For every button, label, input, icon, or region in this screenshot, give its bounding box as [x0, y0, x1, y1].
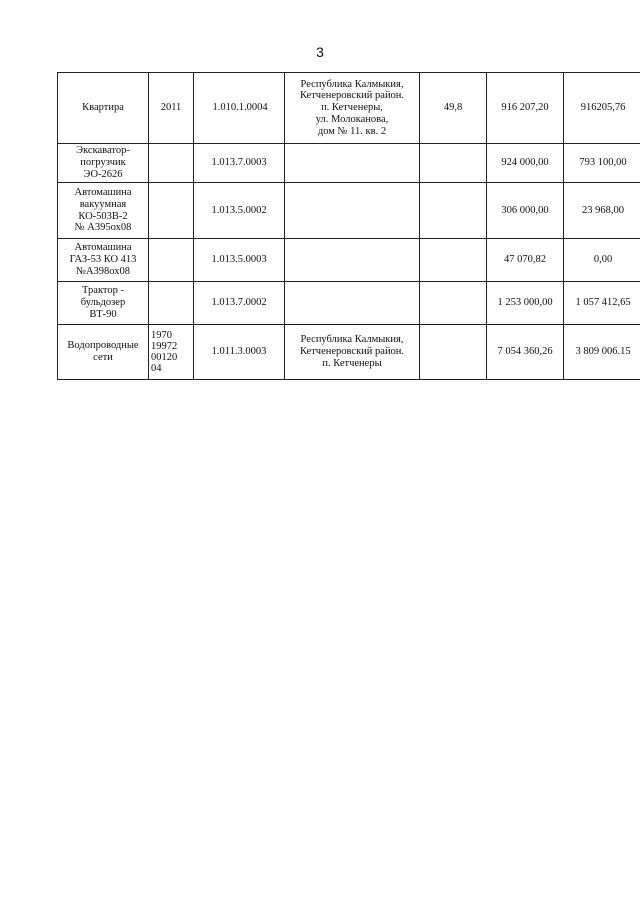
residual-value: 3 809 006.15	[564, 325, 640, 380]
object-area	[420, 144, 487, 183]
residual-value: 793 100,00	[564, 144, 640, 183]
property-table	[57, 72, 640, 380]
object-name: Автомашина ГАЗ-53 КО 413 №А398ох08	[58, 239, 149, 282]
object-address: Республика Калмыкия, Кетченеровский район. п. Кетченеры	[285, 325, 420, 380]
table-row	[58, 239, 640, 282]
book-value: 306 000,00	[487, 183, 564, 239]
table-row	[58, 325, 640, 380]
object-year	[149, 183, 194, 239]
object-area: 49,8	[420, 73, 487, 144]
object-year: 2011	[149, 73, 194, 144]
table-row	[58, 282, 640, 325]
object-year: 1970 19972 00120 04	[149, 325, 194, 380]
object-area	[420, 183, 487, 239]
book-value: 916 207,20	[487, 73, 564, 144]
residual-value: 23 968,00	[564, 183, 640, 239]
residual-value: 1 057 412,65	[564, 282, 640, 325]
object-address	[285, 183, 420, 239]
table-row	[58, 183, 640, 239]
table-row	[58, 73, 640, 144]
book-value: 7 054 360,26	[487, 325, 564, 380]
object-name: Экскаватор- погрузчик ЭО-2626	[58, 144, 149, 183]
inventory-number: 1.010.1.0004	[194, 73, 285, 144]
object-address	[285, 144, 420, 183]
residual-value: 916205,76	[564, 73, 640, 144]
object-name: Автомашина вакуумная КО-503В-2 № А395ох08	[58, 183, 149, 239]
book-value: 47 070,82	[487, 239, 564, 282]
table-row	[58, 144, 640, 183]
object-address: Республика Калмыкия, Кетченеровский район. п. Кетченеры, ул. Молоканова, дом № 11. кв. 2	[285, 73, 420, 144]
book-value: 924 000,00	[487, 144, 564, 183]
object-year	[149, 282, 194, 325]
object-area	[420, 239, 487, 282]
object-address	[285, 239, 420, 282]
inventory-number: 1.013.7.0003	[194, 144, 285, 183]
inventory-number: 1.013.5.0003	[194, 239, 285, 282]
page-number: 3	[316, 44, 324, 60]
residual-value: 0,00	[564, 239, 640, 282]
object-address	[285, 282, 420, 325]
book-value: 1 253 000,00	[487, 282, 564, 325]
inventory-number: 1.011.3.0003	[194, 325, 285, 380]
object-name: Трактор - бульдозер ВТ-90	[58, 282, 149, 325]
object-year	[149, 239, 194, 282]
object-year	[149, 144, 194, 183]
object-area	[420, 282, 487, 325]
object-area	[420, 325, 487, 380]
inventory-number: 1.013.5.0002	[194, 183, 285, 239]
inventory-number: 1.013.7.0002	[194, 282, 285, 325]
object-name: Квартира	[58, 73, 149, 144]
object-name: Водопроводные сети	[58, 325, 149, 380]
